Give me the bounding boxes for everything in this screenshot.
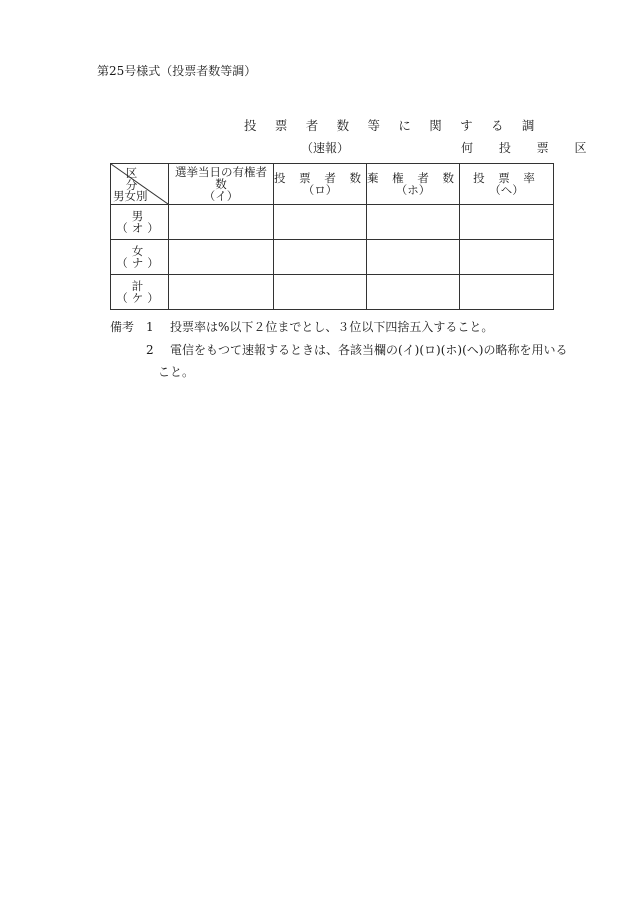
- cell-input[interactable]: [460, 275, 554, 310]
- header-turnout-code: （ヘ）: [489, 183, 524, 197]
- header-eligible-voters: [169, 164, 274, 205]
- table-header-row: [111, 164, 554, 205]
- cell-input[interactable]: [274, 275, 367, 310]
- header-abstainers: [367, 164, 460, 205]
- header-voters-label: 投 票 者 数: [274, 170, 366, 185]
- cell-input[interactable]: [367, 205, 460, 240]
- header-eligible-code: （イ）: [203, 189, 239, 204]
- header-voters-code: （ロ）: [302, 183, 338, 197]
- row-label-male: 男 （オ）: [111, 205, 169, 240]
- district-label: 何 投 票 区: [461, 141, 598, 155]
- cell-input[interactable]: [169, 275, 274, 310]
- voter-count-table: [110, 163, 554, 310]
- header-eligible-line2: 数: [215, 176, 227, 191]
- corner-cell: [111, 164, 169, 205]
- note-1-number: 1: [146, 320, 154, 334]
- row-label-female: 女 （ナ）: [111, 240, 169, 275]
- cell-input[interactable]: [274, 240, 367, 275]
- corner-top-label: 区 分: [125, 166, 148, 193]
- header-turnout: [460, 164, 554, 205]
- notes-key: 備考: [110, 320, 135, 334]
- subtitle: （速報）: [301, 141, 350, 155]
- cell-input[interactable]: [460, 240, 554, 275]
- header-turnout-label: 投 票 率: [473, 170, 540, 185]
- note-2: [146, 341, 567, 358]
- document-title: 投 票 者 数 等 に 関 す る 調: [244, 118, 542, 133]
- note-2-continuation: こと。: [158, 365, 195, 379]
- cell-input[interactable]: [169, 240, 274, 275]
- row-label-total: 計 （ケ）: [111, 275, 169, 310]
- table-row: [111, 275, 554, 310]
- note-1-text: 投票率は%以下２位までとし、３位以下四捨五入すること。: [170, 320, 494, 334]
- cell-input[interactable]: [460, 205, 554, 240]
- corner-bottom-label: 男女別: [113, 188, 148, 203]
- cell-input[interactable]: [367, 240, 460, 275]
- header-voters: [274, 164, 367, 205]
- header-abstainers-label: 棄 権 者 数: [367, 170, 459, 185]
- note-1: [110, 318, 493, 335]
- table-row: [111, 240, 554, 275]
- cell-input[interactable]: [169, 205, 274, 240]
- note-2-text: 電信をもつて速報するときは、各該当欄の(イ)(ロ)(ホ)(ヘ)の略称を用いる: [170, 343, 568, 357]
- header-abstainers-code: （ホ）: [395, 183, 431, 197]
- table-row: [111, 205, 554, 240]
- header-eligible-line1: 選挙当日の有権者: [175, 164, 267, 179]
- cell-input[interactable]: [274, 205, 367, 240]
- note-2-number: 2: [146, 343, 154, 357]
- form-number: 第25号様式（投票者数等調）: [97, 64, 257, 78]
- cell-input[interactable]: [367, 275, 460, 310]
